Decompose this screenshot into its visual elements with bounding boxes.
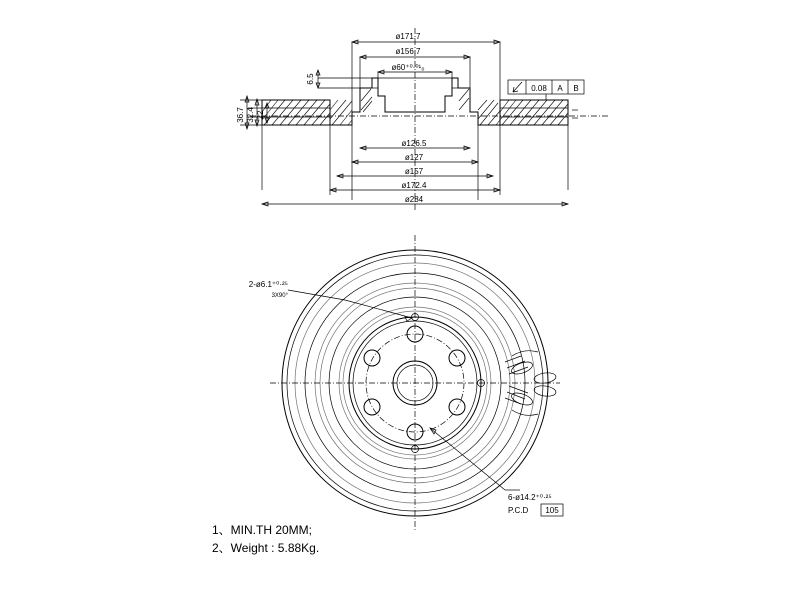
dim-label-6-5: 6.5: [306, 73, 315, 85]
dim-label-284: ø284: [404, 195, 424, 204]
runout-symbol: [513, 82, 522, 92]
gdt-datum-b: B: [573, 84, 579, 93]
note-line-2: 2、Weight : 5.88Kg.: [212, 541, 320, 555]
dim-label-171-7: ø171.7: [395, 32, 421, 41]
gdt-datum-a: A: [557, 84, 563, 93]
gdt-frame: [508, 80, 584, 118]
front-face-view: [249, 235, 563, 530]
dim-label-127: ø127: [404, 153, 424, 162]
section-hat-left: [330, 78, 400, 125]
dim-label-36-7: 36.7: [236, 107, 245, 123]
dim-label-22: 22: [256, 110, 265, 120]
cross-section-view: [236, 28, 610, 210]
section-profile-left: [262, 100, 330, 125]
callout-small-holes: [249, 280, 412, 321]
gdt-tolerance: 0.08: [531, 84, 547, 93]
dim-label-157: ø157: [404, 167, 424, 176]
note-line-1: 1、MIN.TH 20MM;: [212, 523, 313, 537]
callout-small-holes-line2: 3X90°: [271, 293, 288, 299]
section-hat-right: [430, 78, 500, 125]
callout-pcd-value: 105: [545, 506, 559, 515]
notes-block: [212, 523, 319, 555]
callout-bolt-holes-line1: 6-ø14.2⁺⁰·²⁵: [508, 493, 552, 502]
dim-label-156-7: ø156.7: [395, 47, 421, 56]
callout-bolt-holes-line2: P.C.D: [508, 506, 529, 515]
section-profile-right: [500, 100, 568, 125]
callout-small-holes-line1: 2-ø6.1⁺⁰·²⁵: [248, 280, 288, 289]
dim-label-126-5: ø126.5: [401, 139, 427, 148]
dim-label-172-4: ø172.4: [401, 181, 427, 190]
dim-label-32-4: 32.4: [246, 107, 255, 123]
dim-label-60: ø60⁺⁰·⁰¹₀: [391, 63, 425, 72]
